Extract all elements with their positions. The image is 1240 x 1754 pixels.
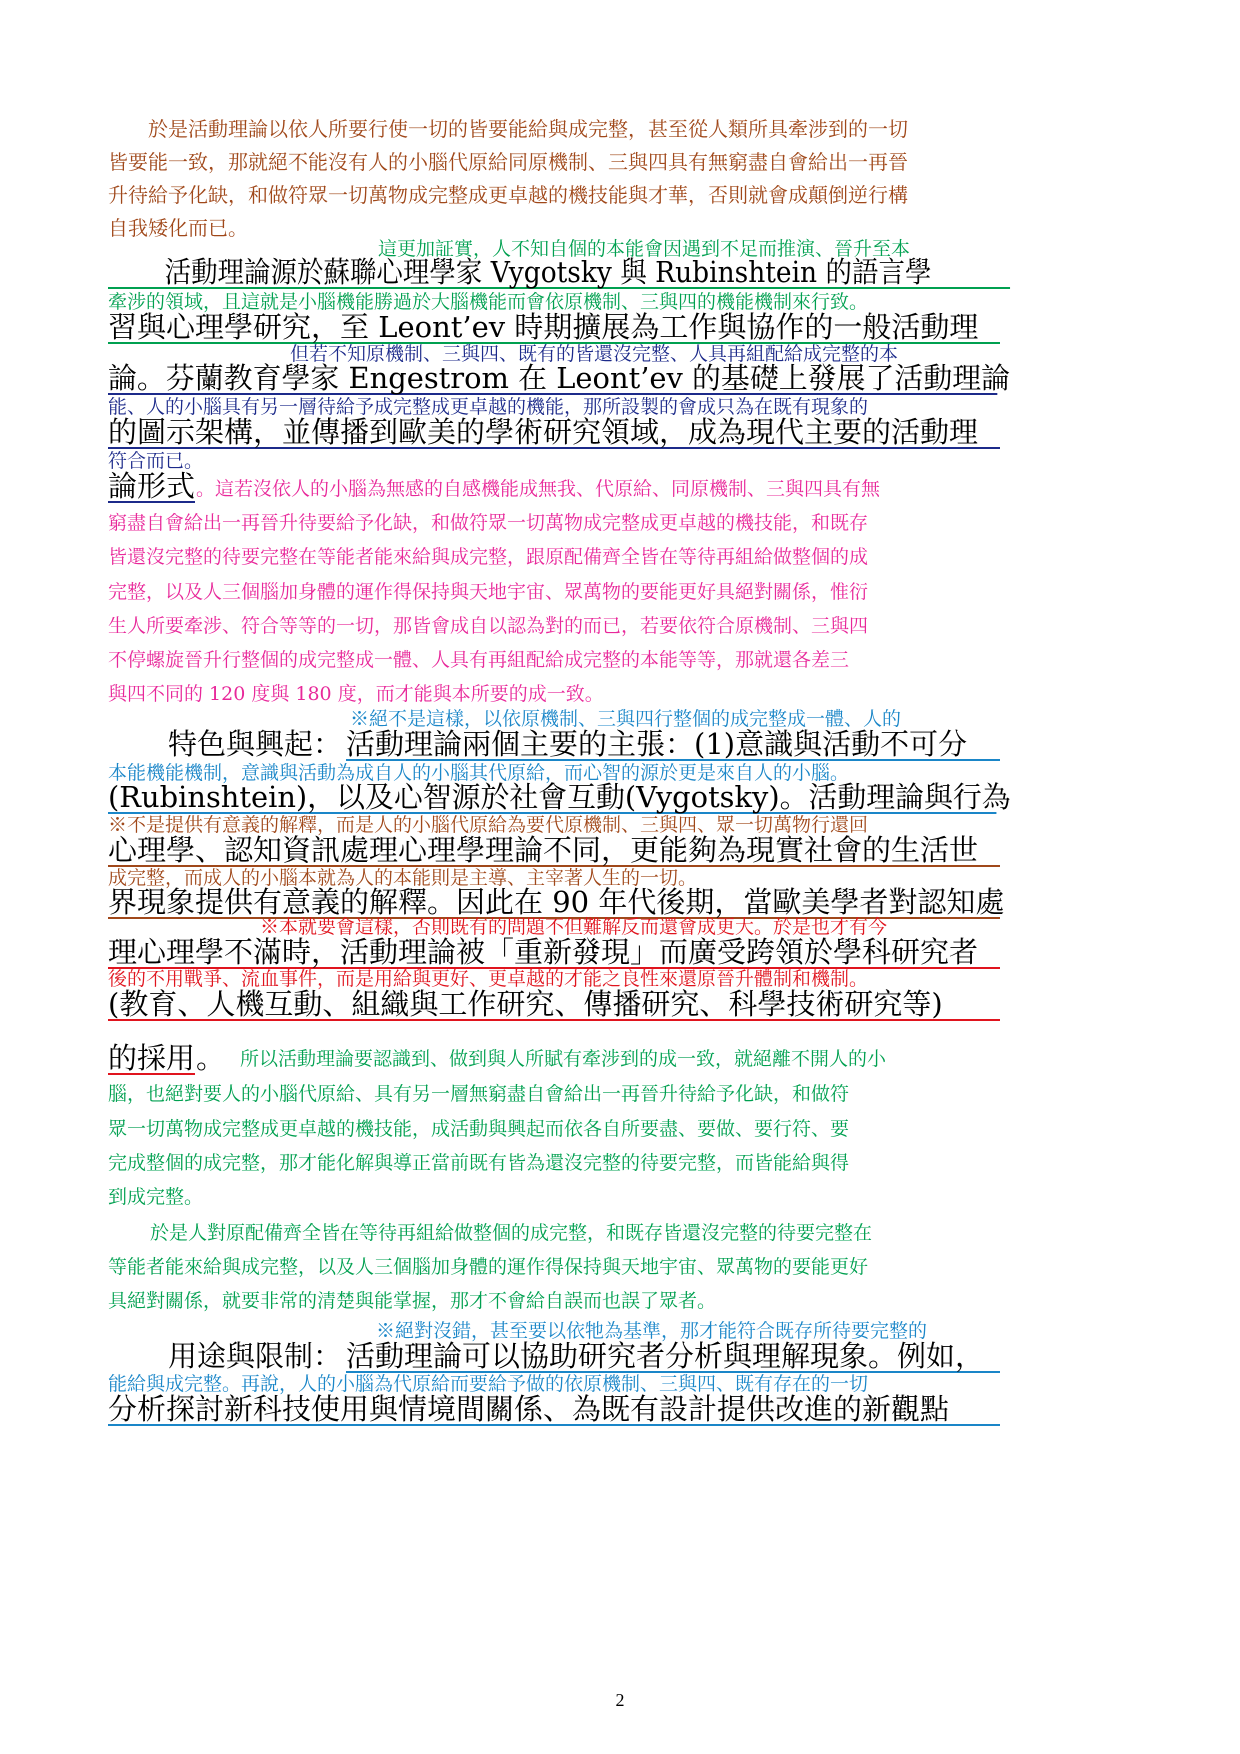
para1-line4: 自我矮化而已。 xyxy=(108,216,248,240)
annotation-green-1: 這更加証實，人不知自個的本能會因遇到不足而推演、晉升至本 xyxy=(378,238,911,260)
annotation-blue-4: 能給與成完整。再說，人的小腦為代原給而要給予做的依原機制、三與四、既有存在的一切 xyxy=(108,1373,869,1395)
annotation-magenta-5: 生人所要牽涉、符合等等的一切，那皆會成自以認為對的而已，若要依符合原機制、三與四 xyxy=(108,615,869,637)
main-text-line: 習與心理學研究，至 Leont’ev 時期擴展為工作與協作的一般活動理 xyxy=(108,313,1000,344)
annotation-magenta-7: 與四不同的 120 度與 180 度，而才能與本所要的成一致。 xyxy=(108,683,604,705)
main-text-line: 論形式 xyxy=(108,469,196,503)
annotation-red-2: 後的不用戰爭、流血事件，而是用給與更好、更卓越的才能之良性來還原晉升體制和機制。 xyxy=(108,968,869,990)
main-text-line: (教育、人機互動、組織與工作研究、傳播研究、科學技術研究等) xyxy=(108,990,1000,1021)
main-text-line: 界現象提供有意義的解釋。因此在 90 年代後期，當歐美學者對認知處 xyxy=(108,885,1005,919)
annotation-magenta-1: 。這若沒依人的小腦為無感的自感機能成無我、代原給、同原機制、三與四具有無 xyxy=(196,478,881,500)
main-text-line: 活動理論源於蘇聯心理學家 Vygotsky 與 Rubinshtein 的語言學 xyxy=(108,258,1010,289)
annotation-green-4: 腦，也絕對要人的小腦代原給、具有另一層無窮盡自會給出一再晉升待給予化缺，和做符 xyxy=(108,1083,850,1105)
annotation-navy-2: 能、人的小腦具有另一層待給予成完整成更卓越的機能，那所設製的會成只為在既有現象的 xyxy=(108,396,869,418)
main-text-line: (Rubinshtein)，以及心智源於社會互動(Vygotsky)。活動理論與行為 xyxy=(108,780,1011,814)
annotation-brown-2: 成完整，而成人的小腦本就為人的本能則是主導、主宰著人生的一切。 xyxy=(108,867,698,889)
annotation-magenta-3: 皆還沒完整的待要完整在等能者能來給與成完整，跟原配備齊全皆在等待再組給做整個的成 xyxy=(108,546,869,568)
annotation-red-1: ※本就要會這樣，否則既有的問題不但難解反而還會成更大。於是也才有今 xyxy=(260,916,888,938)
main-text-line: 心理學、認知資訊處理心理學理論不同，更能夠為現實社會的生活世 xyxy=(108,836,1000,867)
main-text-punct: 。 xyxy=(196,1041,226,1075)
annotation-magenta-6: 不停螺旋晉升行整個的成完整成一體、人具有再組配給成完整的本能等等，那就還各差三 xyxy=(108,649,850,671)
annotation-brown-1: ※不是提供有意義的解釋，而是人的小腦代原給為要代原機制、三與四、眾一切萬物行還回 xyxy=(108,814,869,836)
annotation-green-7: 到成完整。 xyxy=(108,1186,204,1208)
para1-line1: 於是活動理論以依人所要行使一切的皆要能給與成完整，甚至從人類所具牽涉到的一切 xyxy=(148,117,908,141)
annotation-green-3: 所以活動理論要認識到、做到與人所賦有牽涉到的成一致，就絕離不開人的小 xyxy=(240,1048,887,1070)
main-text-line: 理心理學不滿時，活動理論被「重新發現」而廣受跨領於學科研究者 xyxy=(108,938,1000,969)
annotation-blue-1: ※絕不是這樣，以依原機制、三與四行整個的成完整成一體、人的 xyxy=(350,708,902,730)
annotation-blue-3: ※絕對沒錯，甚至要以依牠為基準，那才能符合既存所待要完整的 xyxy=(376,1320,928,1342)
annotation-blue-2: 本能機能機制，意識與活動為成自人的小腦其代原給，而心智的源於更是來自人的小腦。 xyxy=(108,762,850,784)
annotation-green-6: 完成整個的成完整，那才能化解與導正當前既有皆為還沒完整的待要完整，而皆能給與得 xyxy=(108,1152,850,1174)
main-text-line: 的採用 xyxy=(108,1041,196,1075)
main-text-line: 活動理論可以協助研究者分析與理解現象。例如， xyxy=(346,1342,1000,1373)
annotation-green-10: 具絕對關係，就要非常的清楚與能掌握，那才不會給自誤而也誤了眾者。 xyxy=(108,1290,717,1312)
annotation-green-2: 牽涉的領域，且這就是小腦機能勝過於大腦機能而會依原機制、三與四的機能機制來行致。 xyxy=(108,291,869,313)
annotation-green-5: 眾一切萬物成完整成更卓越的機技能，成活動與興起而依各自所要盡、要做、要行符、要 xyxy=(108,1118,850,1140)
annotation-navy-1: 但若不知原機制、三與四、既有的皆還沒完整、人具再組配給成完整的本 xyxy=(290,343,899,365)
para1-line3: 升待給予化缺，和做符眾一切萬物成完整成更卓越的機技能與才華，否則就會成顛倒逆行構 xyxy=(108,183,908,207)
annotation-magenta-2: 窮盡自會給出一再晉升待要給予化缺，和做符眾一切萬物成完整成更卓越的機技能，和既存 xyxy=(108,512,869,534)
annotation-magenta-4: 完整，以及人三個腦加身體的運作得保持與天地宇宙、眾萬物的要能更好具絕對關係，惟衍 xyxy=(108,581,869,603)
section-heading-features: 特色與興起： xyxy=(168,727,343,761)
page-number: 2 xyxy=(615,1690,625,1710)
main-text-line: 分析探討新科技使用與情境間關係、為既有設計提供改進的新觀點 xyxy=(108,1395,1000,1426)
main-text-line: 的圖示架構，並傳播到歐美的學術研究領域，成為現代主要的活動理 xyxy=(108,418,1000,449)
annotation-navy-3: 符合而已。 xyxy=(108,450,204,472)
annotation-green-9: 等能者能來給與成完整，以及人三個腦加身體的運作得保持與天地宇宙、眾萬物的要能更好 xyxy=(108,1256,869,1278)
main-text-line: 論。芬蘭教育學家 Engestrom 在 Leont’ev 的基礎上發展了活動理論 xyxy=(108,361,1011,395)
main-text-line: 活動理論兩個主要的主張：(1)意識與活動不可分 xyxy=(346,730,1000,761)
section-heading-uses: 用途與限制： xyxy=(168,1339,343,1373)
annotation-green-8: 於是人對原配備齊全皆在等待再組給做整個的成完整，和既存皆還沒完整的待要完整在 xyxy=(150,1222,873,1244)
para1-line2: 皆要能一致，那就絕不能沒有人的小腦代原給同原機制、三與四具有無窮盡自會給出一再晉 xyxy=(108,150,908,174)
